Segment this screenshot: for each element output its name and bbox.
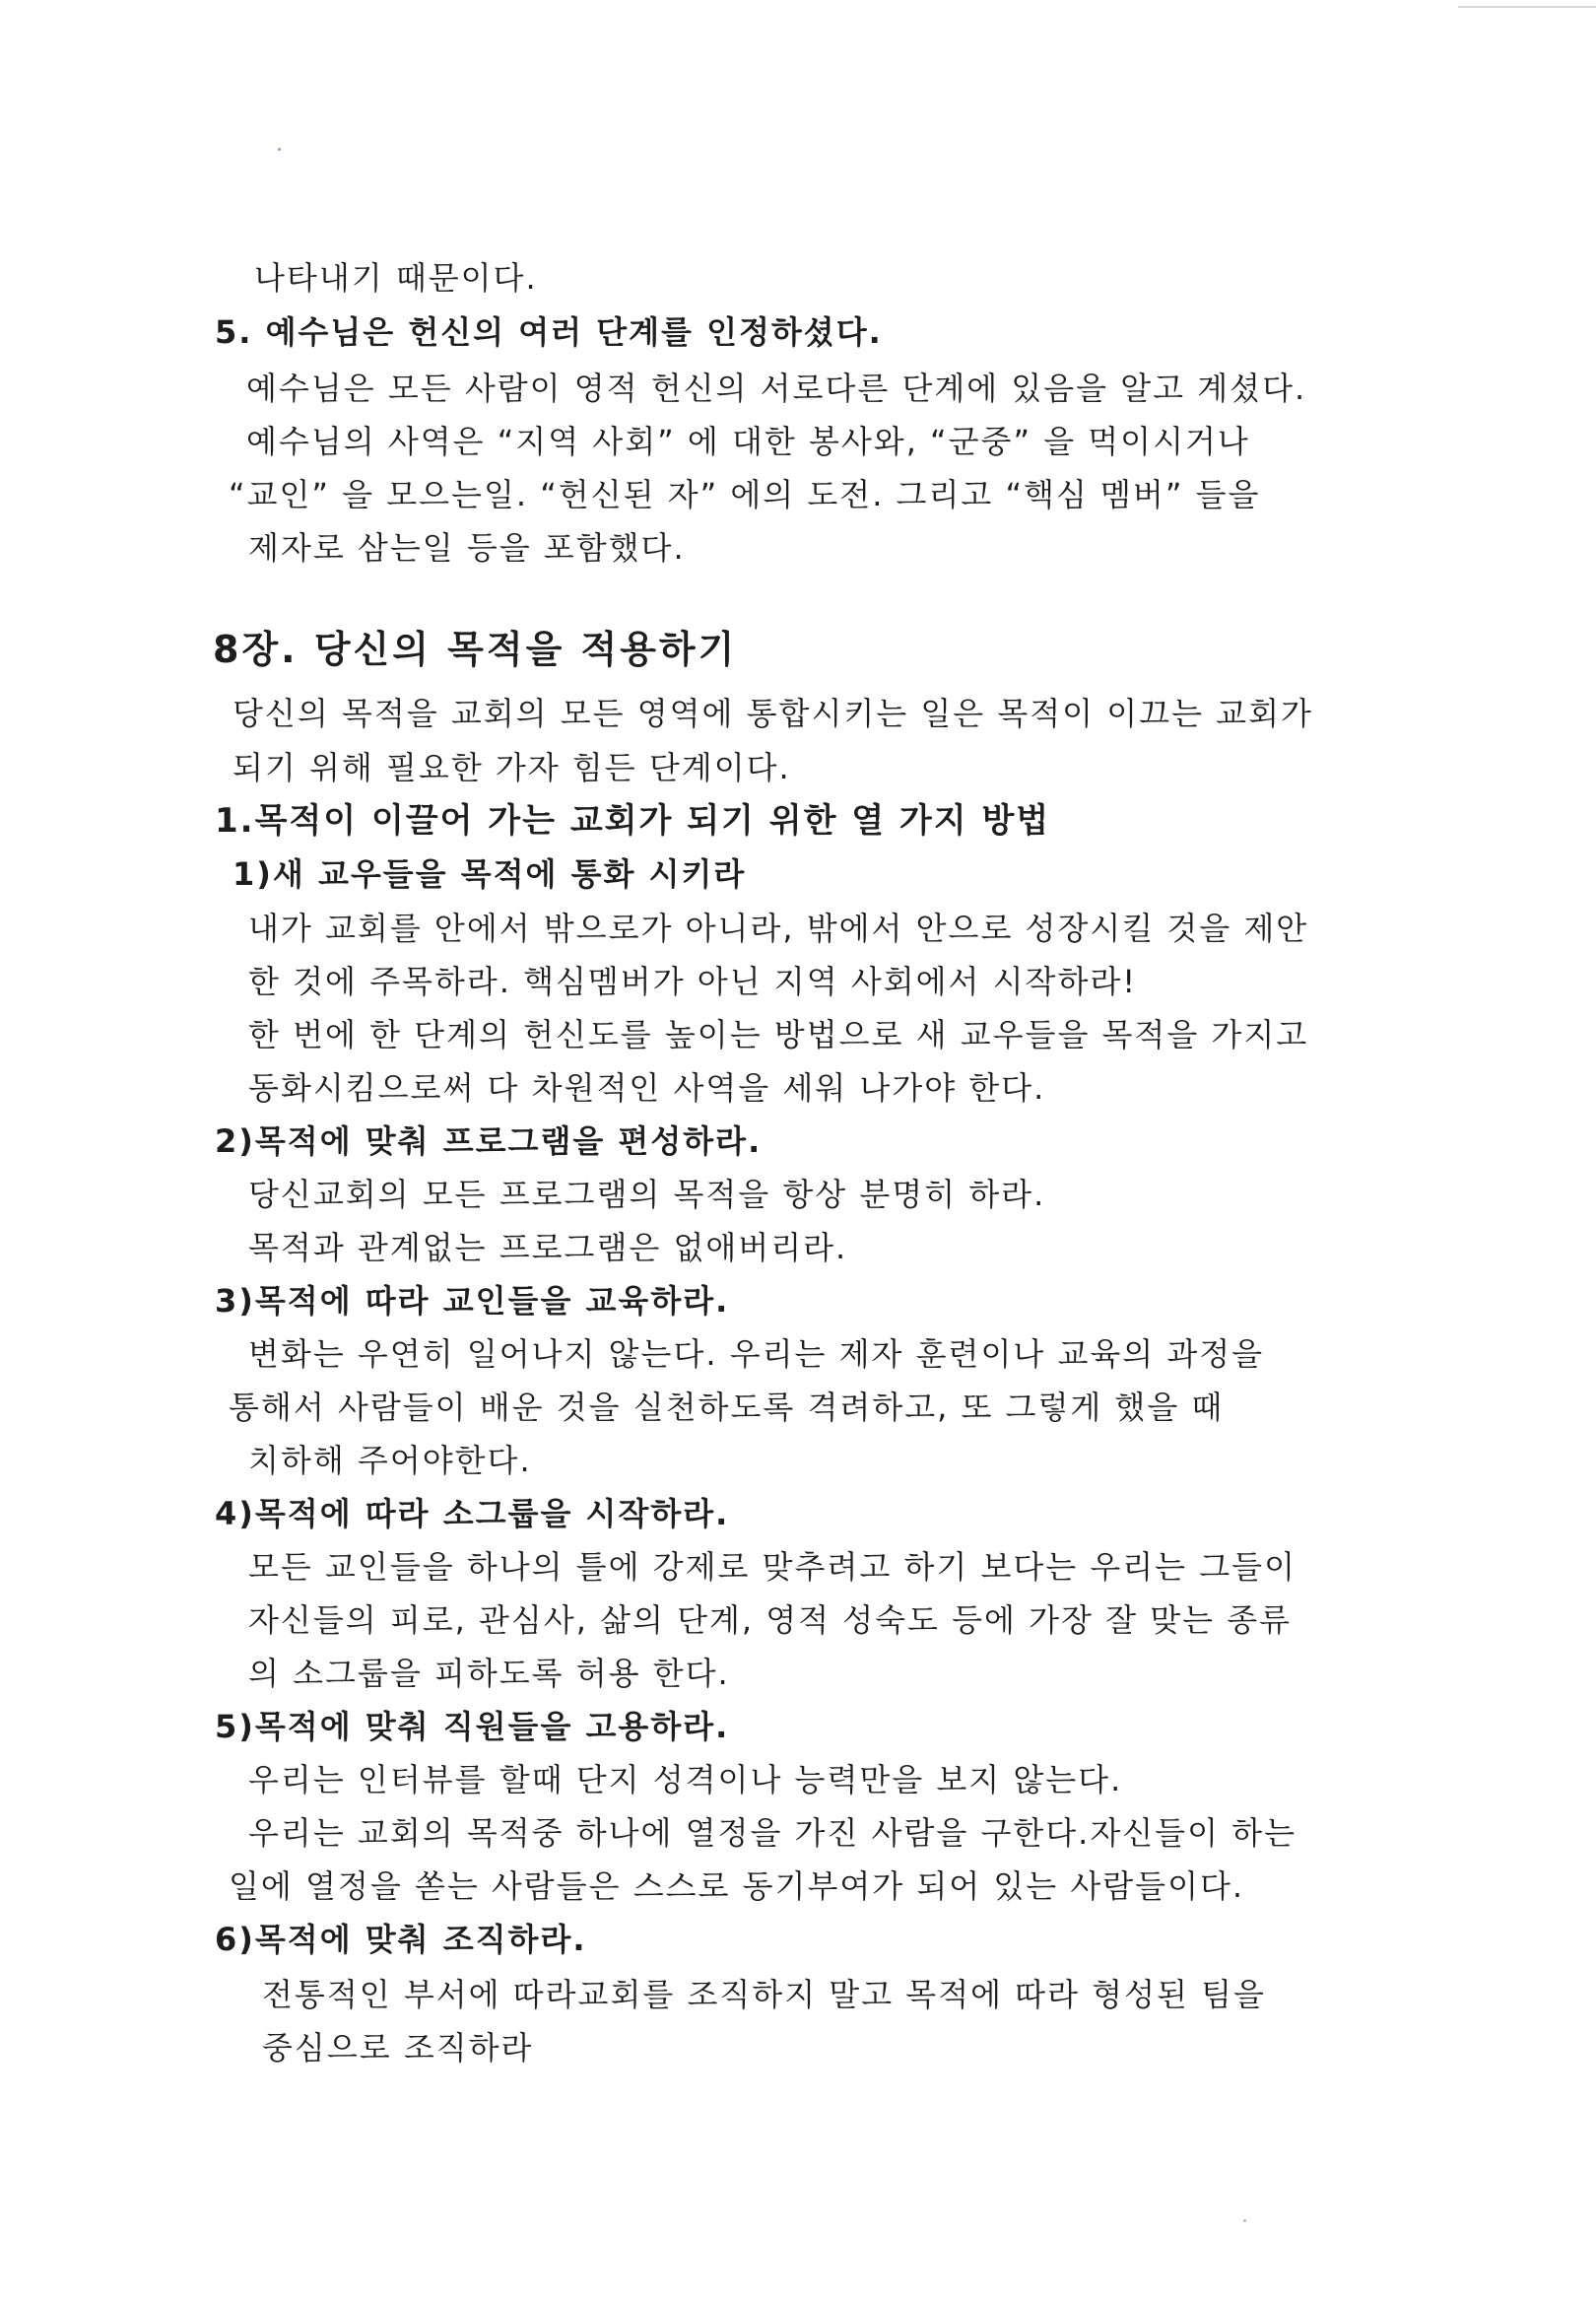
method-heading: 3)목적에 따라 교인들을 교육하라. xyxy=(215,1282,730,1320)
text-line: 한 번에 한 단계의 헌신도를 높이는 방법으로 새 교우들을 목적을 가지고 xyxy=(248,1016,1309,1053)
text-line: 중심으로 조직하라 xyxy=(262,2029,534,2067)
text-line: 우리는 교회의 목적중 하나에 열정을 가진 사람을 구한다.자신들이 하는 xyxy=(248,1814,1297,1852)
text-line: 예수님의 사역은 “지역 사회” 에 대한 봉사와, “군중” 을 먹이시거나 xyxy=(246,423,1250,460)
chapter-title: 8장. 당신의 목적을 적용하기 xyxy=(213,628,738,671)
method-heading: 1)새 교우들을 목적에 통화 시키라 xyxy=(233,855,747,893)
point-heading: 5. 예수님은 헌신의 여러 단계를 인정하셨다. xyxy=(215,313,883,351)
text-line: 의 소그룹을 피하도록 허용 한다. xyxy=(248,1655,730,1692)
text-line: 예수님은 모든 사람이 영적 헌신의 서로다른 단계에 있음을 알고 계셨다. xyxy=(246,370,1307,407)
section-heading: 1.목적이 이끌어 가는 교회가 되기 위한 열 가지 방법 xyxy=(215,801,1051,841)
text-line: “교인” 을 모으는일. “헌신된 자” 에의 도전. 그리고 “핵심 멤버” 들을 xyxy=(229,476,1261,513)
text-line: 당신교회의 모든 프로그램의 목적을 항상 분명히 하라. xyxy=(248,1176,1046,1213)
text-line: 일에 열정을 쏟는 사람들은 스스로 동기부여가 되어 있는 사람들이다. xyxy=(229,1867,1245,1905)
text-line: 동화시킴으로써 다 차원적인 사역을 세워 나가야 한다. xyxy=(248,1069,1046,1107)
method-heading: 4)목적에 따라 소그룹을 시작하라. xyxy=(215,1495,730,1532)
scan-speck xyxy=(278,148,281,151)
method-heading: 5)목적에 맞춰 직원들을 고용하라. xyxy=(215,1708,730,1745)
method-heading: 2)목적에 맞춰 프로그램을 편성하라. xyxy=(215,1122,763,1160)
text-line: 통해서 사람들이 배운 것을 실천하도록 격려하고, 또 그렇게 했을 때 xyxy=(229,1389,1225,1426)
text-line: 당신의 목적을 교회의 모든 영역에 통합시키는 일은 목적이 이끄는 교회가 xyxy=(233,695,1313,732)
text-line: 되기 위해 필요한 가자 힘든 단계이다. xyxy=(233,749,791,786)
text-line: 자신들의 피로, 관심사, 삶의 단계, 영적 성숙도 등에 가장 잘 맞는 종류 xyxy=(248,1601,1293,1639)
text-line: 한 것에 주목하라. 핵심멤버가 아닌 지역 사회에서 시작하라! xyxy=(248,963,1138,1000)
text-line: 변화는 우연히 일어나지 않는다. 우리는 제자 훈련이나 교육의 과정을 xyxy=(248,1335,1265,1373)
scan-edge-mark xyxy=(1458,6,1596,8)
text-line: 내가 교회를 안에서 밖으로가 아니라, 밖에서 안으로 성장시킬 것을 제안 xyxy=(248,910,1309,947)
text-line: 모든 교인들을 하나의 틀에 강제로 맞추려고 하기 보다는 우리는 그들이 xyxy=(248,1548,1297,1586)
scan-speck xyxy=(1243,2219,1246,2222)
text-line: 치하해 주어야한다. xyxy=(248,1442,532,1479)
text-line: 목적과 관계없는 프로그램은 없애버리라. xyxy=(248,1229,848,1266)
text-line: 나타내기 때문이다. xyxy=(254,259,538,297)
method-heading: 6)목적에 맞춰 조직하라. xyxy=(215,1921,587,1958)
text-line: 전통적인 부서에 따라교회를 조직하지 말고 목적에 따라 형성된 팀을 xyxy=(262,1976,1266,2013)
text-line: 제자로 삼는일 등을 포함했다. xyxy=(248,529,686,567)
text-line: 우리는 인터뷰를 할때 단지 성격이나 능력만을 보지 않는다. xyxy=(248,1761,1123,1798)
